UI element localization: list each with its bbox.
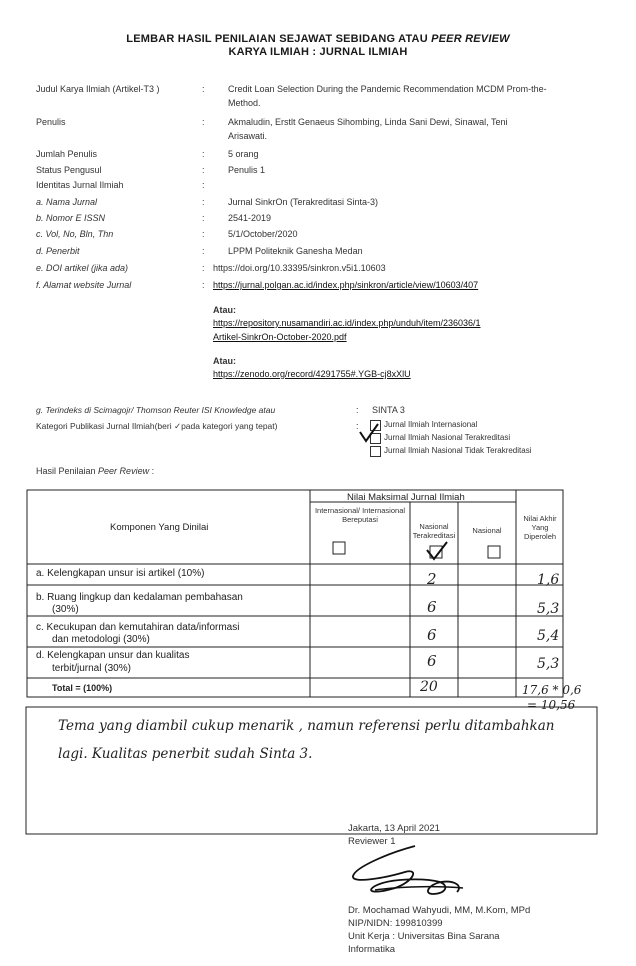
option-internasional: Jurnal Ilmiah Internasional	[384, 420, 478, 429]
row-c-label-1: c. Kecukupan dan kemutahiran data/informasi	[36, 622, 240, 633]
row-c-label-2: dan metodologi (30%)	[52, 634, 150, 645]
row-c-max: 6	[427, 626, 437, 644]
row-b-label-2: (30%)	[52, 604, 79, 615]
comment-line-1: Tema yang diambil cukup menarik , namun referensi perlu ditambahkan	[58, 718, 555, 734]
colon: :	[202, 213, 205, 223]
sign-role: Reviewer 1	[348, 836, 396, 847]
colon: :	[202, 84, 205, 94]
label-website: f. Alamat website Jurnal	[36, 280, 132, 290]
comment-line-2: lagi. Kualitas penerbit sudah Sinta 3.	[58, 746, 313, 762]
label-indexed: g. Terindeks di Scimagojr/ Thomson Reuter ISI Knowledge atau	[36, 405, 276, 415]
row-a-score: 1,6	[537, 572, 560, 588]
colon: :	[202, 149, 205, 159]
sign-unit-1: Unit Kerja : Universitas Bina Sarana	[348, 931, 500, 942]
value-vol: 5/1/October/2020	[228, 229, 298, 239]
link-website[interactable]: https://jurnal.polgan.ac.id/index.php/sinkron/article/view/10603/407	[213, 280, 479, 290]
label-nama-jurnal: a. Nama Jurnal	[36, 197, 98, 207]
row-d-label-2: terbit/jurnal (30%)	[52, 663, 131, 674]
label-kategori: Kategori Publikasi Jurnal Ilmiah(beri ✓pada kategori yang tepat)	[36, 421, 278, 431]
total-max: 20	[420, 679, 438, 695]
colon: :	[202, 165, 205, 175]
value-penulis-1: Akmaludin, Erstlt Genaeus Sihombing, Linda Sani Dewi, Sinawal, Teni	[228, 117, 508, 127]
label-judul: Judul Karya Ilmiah (Artikel-T3 )	[36, 84, 160, 94]
header-nilai-akhir: Nilai Akhir Yang Diperoleh	[523, 514, 557, 541]
label-identitas: Identitas Jurnal Ilmiah	[36, 180, 124, 190]
label-doi: e. DOI artikel (jika ada)	[36, 263, 129, 273]
link-zenodo[interactable]: https://zenodo.org/record/4291755#.YGB-cj8xXlU	[213, 369, 411, 379]
hasil-text: Hasil Penilaian	[36, 466, 99, 476]
option-tidak-terakreditasi: Jurnal Ilmiah Nasional Tidak Terakreditasi	[384, 446, 532, 455]
label-issn: b. Nomor E ISSN	[36, 213, 106, 223]
value-jumlah: 5 orang	[228, 149, 259, 159]
header-internasional: Internasional/ Internasional Bereputasi	[314, 506, 406, 524]
row-c-score: 5,4	[537, 628, 560, 644]
header-nilai-maksimal: Nilai Maksimal Jurnal Ilmiah	[347, 492, 465, 503]
value-doi: https://doi.org/10.33395/sinkron.v5i1.10603	[213, 263, 386, 273]
header-komponen: Komponen Yang Dinilai	[110, 522, 209, 533]
colon: :	[202, 180, 205, 190]
colon: :	[356, 421, 359, 431]
header-nasional: Nasional	[472, 526, 502, 535]
row-d-label-1: d. Kelengkapan unsur dan kualitas	[36, 650, 190, 661]
colon: :	[202, 229, 205, 239]
colon: :	[202, 263, 205, 273]
row-a-max: 2	[427, 570, 437, 588]
label-penulis: Penulis	[36, 117, 66, 127]
colon: :	[202, 280, 205, 290]
total-score-2: = 10,56	[527, 698, 576, 712]
doc-title-text: LEMBAR HASIL PENILAIAN SEJAWAT SEBIDANG ATAU	[126, 33, 432, 45]
row-b-label-1: b. Ruang lingkup dan kedalaman pembahasan	[36, 592, 243, 603]
sign-nip: NIP/NIDN: 199810399	[348, 918, 443, 929]
link-repository-2[interactable]: Artikel-SinkrOn-October-2020.pdf	[213, 332, 347, 342]
sign-place-date: Jakarta, 13 April 2021	[348, 823, 440, 834]
total-score-1: 17,6 * 0,6	[522, 683, 582, 697]
check-mark-icon	[424, 540, 450, 562]
colon: :	[202, 197, 205, 207]
link-repository-1[interactable]: https://repository.nusamandiri.ac.id/index.php/unduh/item/236036/1	[213, 318, 481, 328]
doc-title-line2: KARYA ILMIAH : JURNAL ILMIAH	[228, 46, 408, 58]
label-vol: c. Vol, No, Bln, Thn	[36, 229, 114, 239]
row-b-max: 6	[427, 598, 437, 616]
row-d-score: 5,3	[537, 656, 560, 672]
signature-icon	[345, 842, 475, 904]
label-penerbit: d. Penerbit	[36, 246, 80, 256]
colon: :	[356, 405, 359, 415]
label-status: Status Pengusul	[36, 165, 102, 175]
sign-unit-2: Informatika	[348, 944, 395, 955]
option-terakreditasi: Jurnal Ilmiah Nasional Terakreditasi	[384, 433, 511, 442]
colon: :	[202, 246, 205, 256]
value-penulis-2: Arisawati.	[228, 131, 268, 141]
hasil-italic: Peer Review	[98, 466, 150, 476]
hasil-colon: :	[149, 466, 155, 476]
value-judul-2: Method.	[228, 98, 261, 108]
value-nama-jurnal: Jurnal SinkrOn (Terakreditasi Sinta-3)	[228, 197, 379, 207]
value-status: Penulis 1	[228, 165, 266, 175]
atau-label: Atau:	[213, 356, 236, 366]
value-indexed: SINTA 3	[372, 405, 405, 415]
atau-label: Atau:	[213, 305, 236, 315]
value-penerbit: LPPM Politeknik Ganesha Medan	[228, 246, 363, 256]
label-jumlah: Jumlah Penulis	[36, 149, 98, 159]
doc-title-italic: PEER REVIEW	[431, 33, 510, 45]
row-b-score: 5,3	[537, 601, 560, 617]
row-total-label: Total = (100%)	[52, 683, 113, 693]
value-issn: 2541-2019	[228, 213, 272, 223]
header-nasional-terakreditasi: Nasional Terakreditasi	[412, 522, 456, 540]
value-judul-1: Credit Loan Selection During the Pandemic Recommendation MCDM Prom-the-	[228, 84, 547, 94]
row-a-label: a. Kelengkapan unsur isi artikel (10%)	[36, 568, 205, 579]
colon: :	[202, 117, 205, 127]
sign-name: Dr. Mochamad Wahyudi, MM, M.Kom, MPd	[348, 905, 531, 916]
row-d-max: 6	[427, 652, 437, 670]
